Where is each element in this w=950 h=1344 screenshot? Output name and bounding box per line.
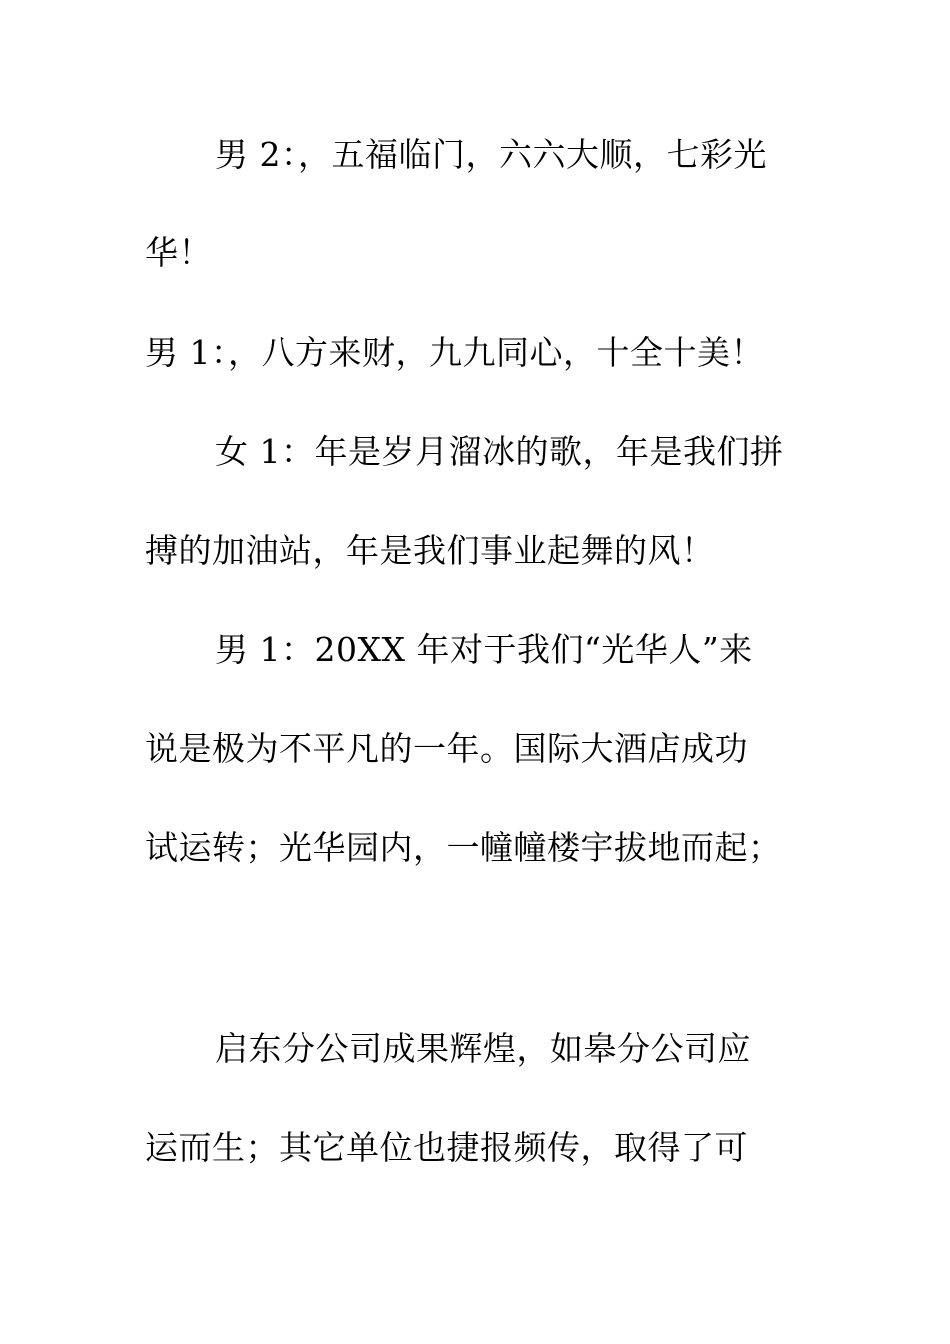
paragraph-5-line-2: 运而生；其它单位也捷报频传，取得了可 bbox=[145, 1128, 748, 1167]
paragraph-1-line-1: 男 2：，五福临门，六六大顺，七彩光 bbox=[215, 135, 767, 174]
paragraph-4-line-2: 说是极为不平凡的一年。国际大酒店成功 bbox=[145, 729, 748, 768]
paragraph-3-line-1: 女 1：年是岁月溜冰的歌，年是我们拼 bbox=[215, 432, 784, 471]
paragraph-3-line-2: 搏的加油站，年是我们事业起舞的风！ bbox=[145, 531, 715, 570]
paragraph-4-line-1: 男 1：20XX 年对于我们“光华人”来 bbox=[215, 630, 753, 669]
paragraph-4-line-3: 试运转；光华园内，一幢幢楼宇拔地而起； bbox=[145, 828, 782, 867]
paragraph-5-line-1: 启东分公司成果辉煌，如皋分公司应 bbox=[215, 1029, 751, 1068]
paragraph-1-line-2: 华！ bbox=[145, 233, 212, 272]
paragraph-2-line-1: 男 1：，八方来财，九九同心，十全十美！ bbox=[145, 333, 764, 372]
